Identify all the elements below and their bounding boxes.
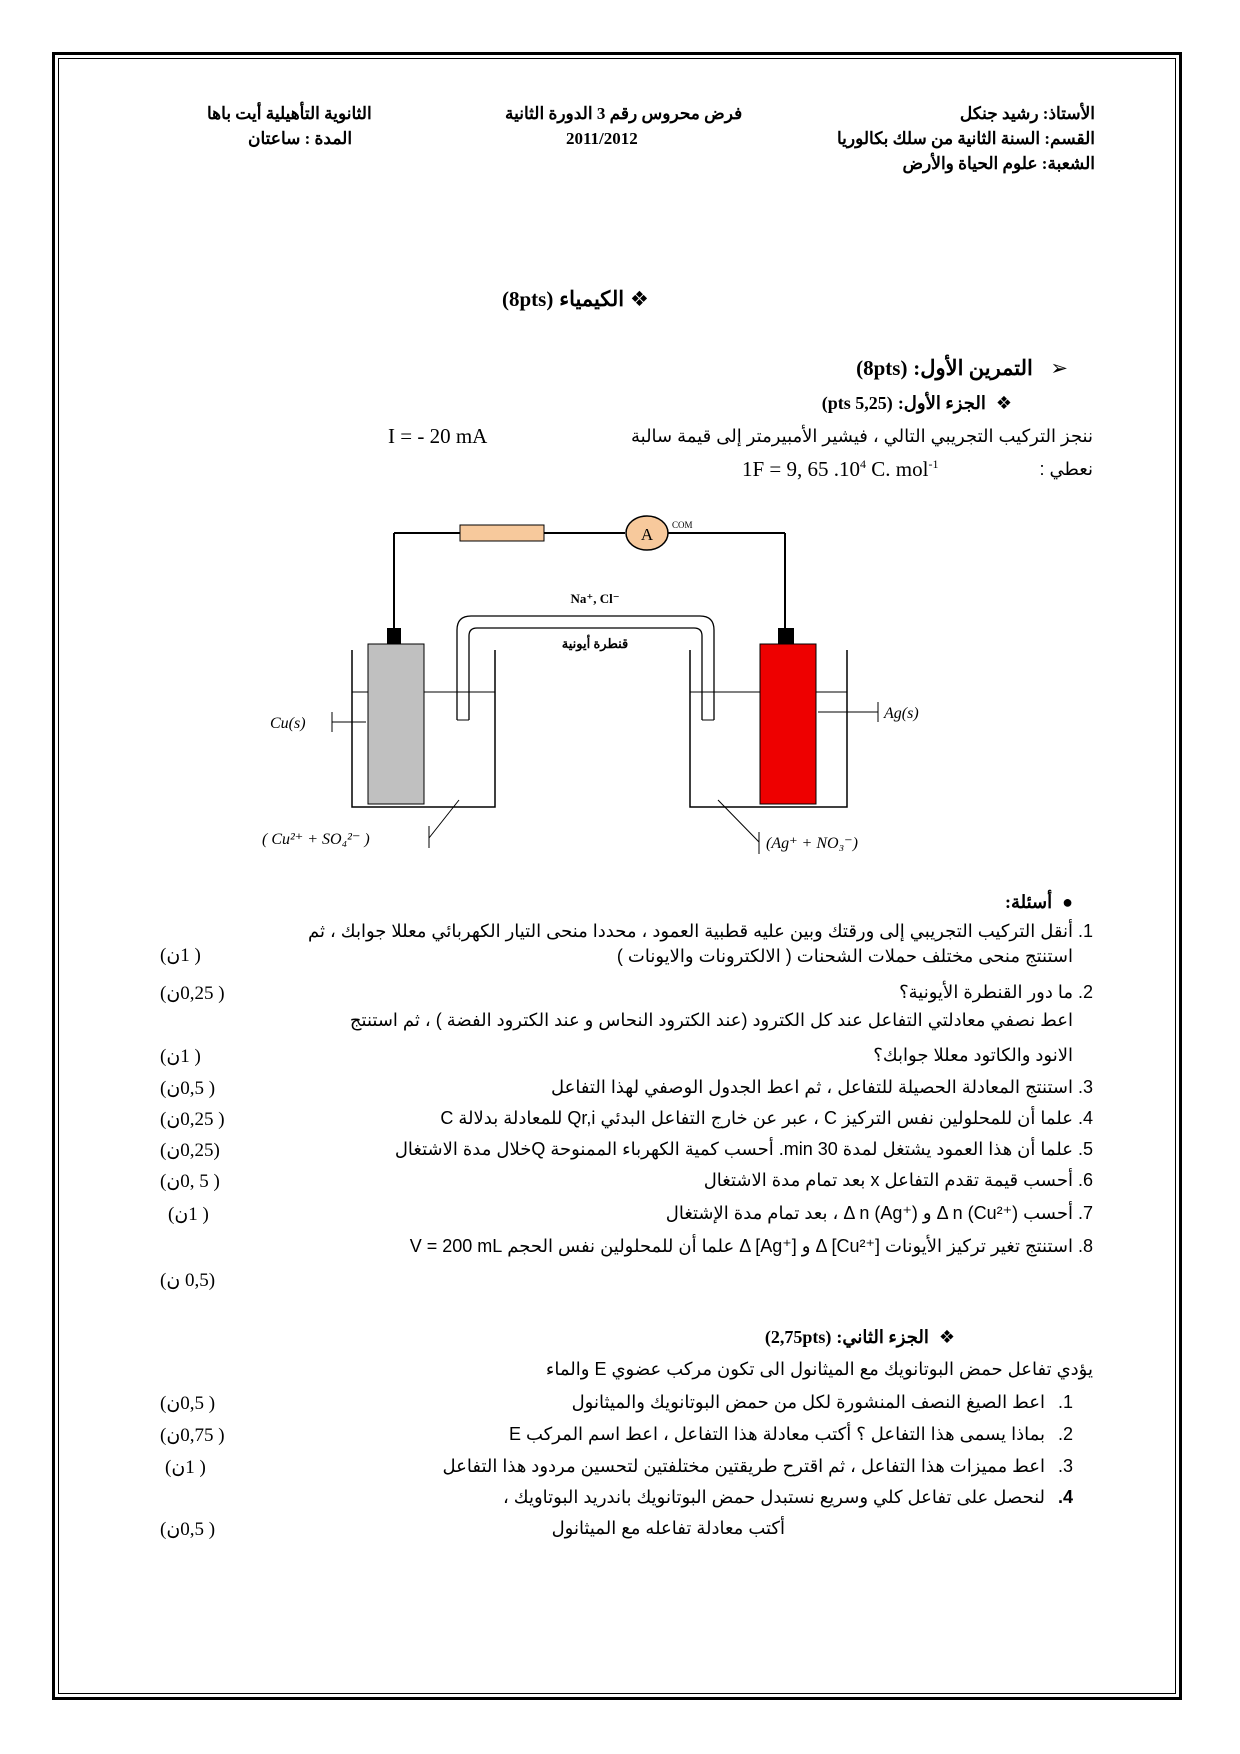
p2-q2-number: 2. bbox=[1057, 1424, 1073, 1444]
part2-points: (2,75pts) bbox=[764, 1327, 832, 1347]
q2-number: 2. bbox=[1077, 982, 1093, 1002]
q5-line-1: علما أن هذا العمود يشتغل لمدة 30 min. أحسب كمية الكهرباء الممنوحة Qخلال مدة الاشتغال bbox=[394, 1139, 1073, 1159]
part1-points: (5,25 pts) bbox=[821, 393, 893, 413]
q1-points: ( 1ن) bbox=[160, 945, 201, 966]
q6-line-1: أحسب قيمة تقدم التفاعل x بعد تمام مدة الاشتغال bbox=[703, 1170, 1073, 1190]
part1-name: الجزء الأول: bbox=[897, 393, 986, 413]
q6-points: ( 5 ,0ن) bbox=[160, 1171, 220, 1192]
left-solution-label: ( Cu²⁺ + SO₄²⁻ ) bbox=[262, 831, 370, 848]
p2-q1-points: ( 0,5ن) bbox=[160, 1393, 216, 1414]
p2-q3-line-1: اعط مميزات هذا التفاعل ، ثم اقترح طريقتين مختلفتين لتحسين مردود هذا التفاعل bbox=[442, 1456, 1045, 1476]
q2-points: ( 0,25ن) bbox=[160, 983, 225, 1004]
school-year: 2011/2012 bbox=[566, 129, 638, 148]
silver-electrode bbox=[760, 644, 816, 804]
ag-electrode-label: Ag(s) bbox=[884, 705, 919, 722]
q6-number: 6. bbox=[1077, 1170, 1093, 1190]
exam-duration: المدة : ساعتان bbox=[248, 129, 353, 148]
q3-number: 3. bbox=[1077, 1077, 1093, 1097]
teacher-name: الأستاذ: رشيد جنكل bbox=[959, 104, 1095, 123]
section-name: الكيمياء bbox=[559, 287, 625, 311]
section-bullet: ❖ bbox=[629, 288, 649, 311]
q5-points: (0,25ن) bbox=[160, 1140, 220, 1161]
part2-title bbox=[765, 1327, 955, 1348]
q1-line-2: استنتج منحى مختلف حملات الشحنات ( الالكترونات والايونات ) bbox=[616, 946, 1073, 966]
p2-q4-points: ( 0,5ن) bbox=[160, 1519, 216, 1540]
q2-line-1: ما دور القنطرة الأيونية؟ bbox=[899, 982, 1073, 1002]
cu-electrode-label: Cu(s) bbox=[270, 715, 306, 732]
part1-bullet: ❖ bbox=[995, 393, 1012, 413]
part2-intro: يؤدي تفاعل حمض البوتانويك مع الميثانول الى تكون مركب عضوي E والماء bbox=[545, 1359, 1093, 1379]
p2-q3-number: 3. bbox=[1057, 1456, 1073, 1476]
p2-q1-number: 1. bbox=[1057, 1392, 1073, 1412]
stream: الشعبة: علوم الحياة والأرض bbox=[902, 154, 1095, 173]
q8-line-1: استنتج تغير تركيز الأيونات Δ [Cu²⁺] و Δ [Ag⁺] علما أن للمحلولين نفس الحجم V = 200 mL bbox=[409, 1236, 1073, 1256]
right-solution-label: (Ag⁺ + NO₃⁻) bbox=[766, 835, 858, 852]
p2-q4-number: 4. bbox=[1057, 1487, 1073, 1507]
q4-points: ( 0,25ن) bbox=[160, 1109, 225, 1130]
bridge-label: قنطرة أيونية bbox=[561, 636, 629, 651]
q5-number: 5. bbox=[1077, 1139, 1093, 1159]
q4-number: 4. bbox=[1077, 1108, 1093, 1128]
exam-title: فرض محروس رقم 3 الدورة الثانية bbox=[505, 104, 743, 123]
q3-points: ( 0,5ن) bbox=[160, 1078, 216, 1099]
p2-q2-points: ( 0,75ن) bbox=[160, 1425, 225, 1446]
p2-q2-line-1: بماذا يسمى هذا التفاعل ؟ أكتب معادلة هذا التفاعل ، اعط اسم المركب E bbox=[508, 1424, 1045, 1444]
department: القسم: السنة الثانية من سلك بكالوريا bbox=[836, 129, 1095, 148]
q7-line-1: أحسب Δ n (Cu²⁺) و Δ n (Ag⁺) ، بعد تمام مدة الإشتغال bbox=[665, 1203, 1073, 1223]
exercise-points: (8pts) bbox=[856, 356, 908, 380]
left-solution-leader bbox=[429, 800, 459, 838]
p2-q4-line-1: لنحصل على تفاعل كلي وسريع نستبدل حمض البوتانويك باندريد البوتاويك ، bbox=[502, 1487, 1045, 1507]
exercise-name: التمرين الأول: bbox=[913, 356, 1033, 380]
p2-q4-line-2: أكتب معادلة تفاعله مع الميثانول bbox=[551, 1518, 785, 1538]
q1-number: 1. bbox=[1077, 921, 1093, 941]
questions-bullet: ● bbox=[1052, 892, 1073, 912]
copper-electrode bbox=[368, 644, 424, 804]
ammeter-label: A bbox=[640, 525, 654, 544]
q7-points: ( 1ن) bbox=[168, 1204, 209, 1225]
q8-number: 8. bbox=[1077, 1236, 1093, 1256]
q4-line-1: علما أن للمحلولين نفس التركيز C ، عبر عن خارج التفاعل البدئي Qr,i للمعادلة بدلالة C bbox=[440, 1108, 1073, 1128]
q1-line-1: أنقل التركيب التجريبي إلى ورقتك وبين عليه قطبية العمود ، محددا منحى التيار الكهربائي معللا جوابك ، ثم bbox=[307, 921, 1073, 941]
current-value: I = - 20 mA bbox=[388, 424, 488, 448]
p2-q3-points: ( 1ن) bbox=[165, 1457, 206, 1478]
part1-intro: ننجز التركيب التجريبي التالي ، فيشير الأمبيرمتر إلى قيمة سالبة bbox=[630, 426, 1093, 446]
q7-number: 7. bbox=[1077, 1203, 1093, 1223]
resistor bbox=[460, 525, 544, 541]
left-electrode-clip bbox=[387, 628, 401, 644]
part2-name: الجزء الثاني: bbox=[836, 1327, 929, 1347]
faraday-constant: 1F = 9, 65 $.10^4$ C. mol$^{-1}$ bbox=[742, 457, 939, 481]
school-name: الثانوية التأهيلية أيت باها bbox=[207, 104, 372, 123]
part2-bullet: ❖ bbox=[938, 1327, 955, 1347]
p2-q1-line-1: اعط الصيغ النصف المنشورة لكل من حمض البوتانويك والميثانول bbox=[571, 1392, 1045, 1412]
q2b-line-2: الانود والكاتود معللا جوابك؟ bbox=[873, 1045, 1073, 1065]
section-points: (8pts) bbox=[502, 287, 554, 311]
given-label: نعطي : bbox=[1039, 459, 1093, 479]
ammeter-com-label: COM bbox=[672, 520, 693, 530]
q2b-points: ( 1ن) bbox=[160, 1046, 201, 1067]
questions-heading: ● أسئلة: bbox=[1005, 892, 1073, 912]
q3-line-1: استنتج المعادلة الحصيلة للتفاعل ، ثم اعط الجدول الوصفي لهذا التفاعل bbox=[550, 1077, 1073, 1097]
q8-points: (0,5 ن) bbox=[160, 1270, 216, 1291]
bridge-ions-label: Na⁺, Cl⁻ bbox=[570, 591, 620, 606]
exercise-arrow: ➢ bbox=[1050, 357, 1068, 380]
q2b-line-1: اعط نصفي معادلتي التفاعل عند كل الكترود (عند الكترود النحاس و عند الكترود الفضة ) ، ثم استنتج bbox=[349, 1010, 1073, 1030]
